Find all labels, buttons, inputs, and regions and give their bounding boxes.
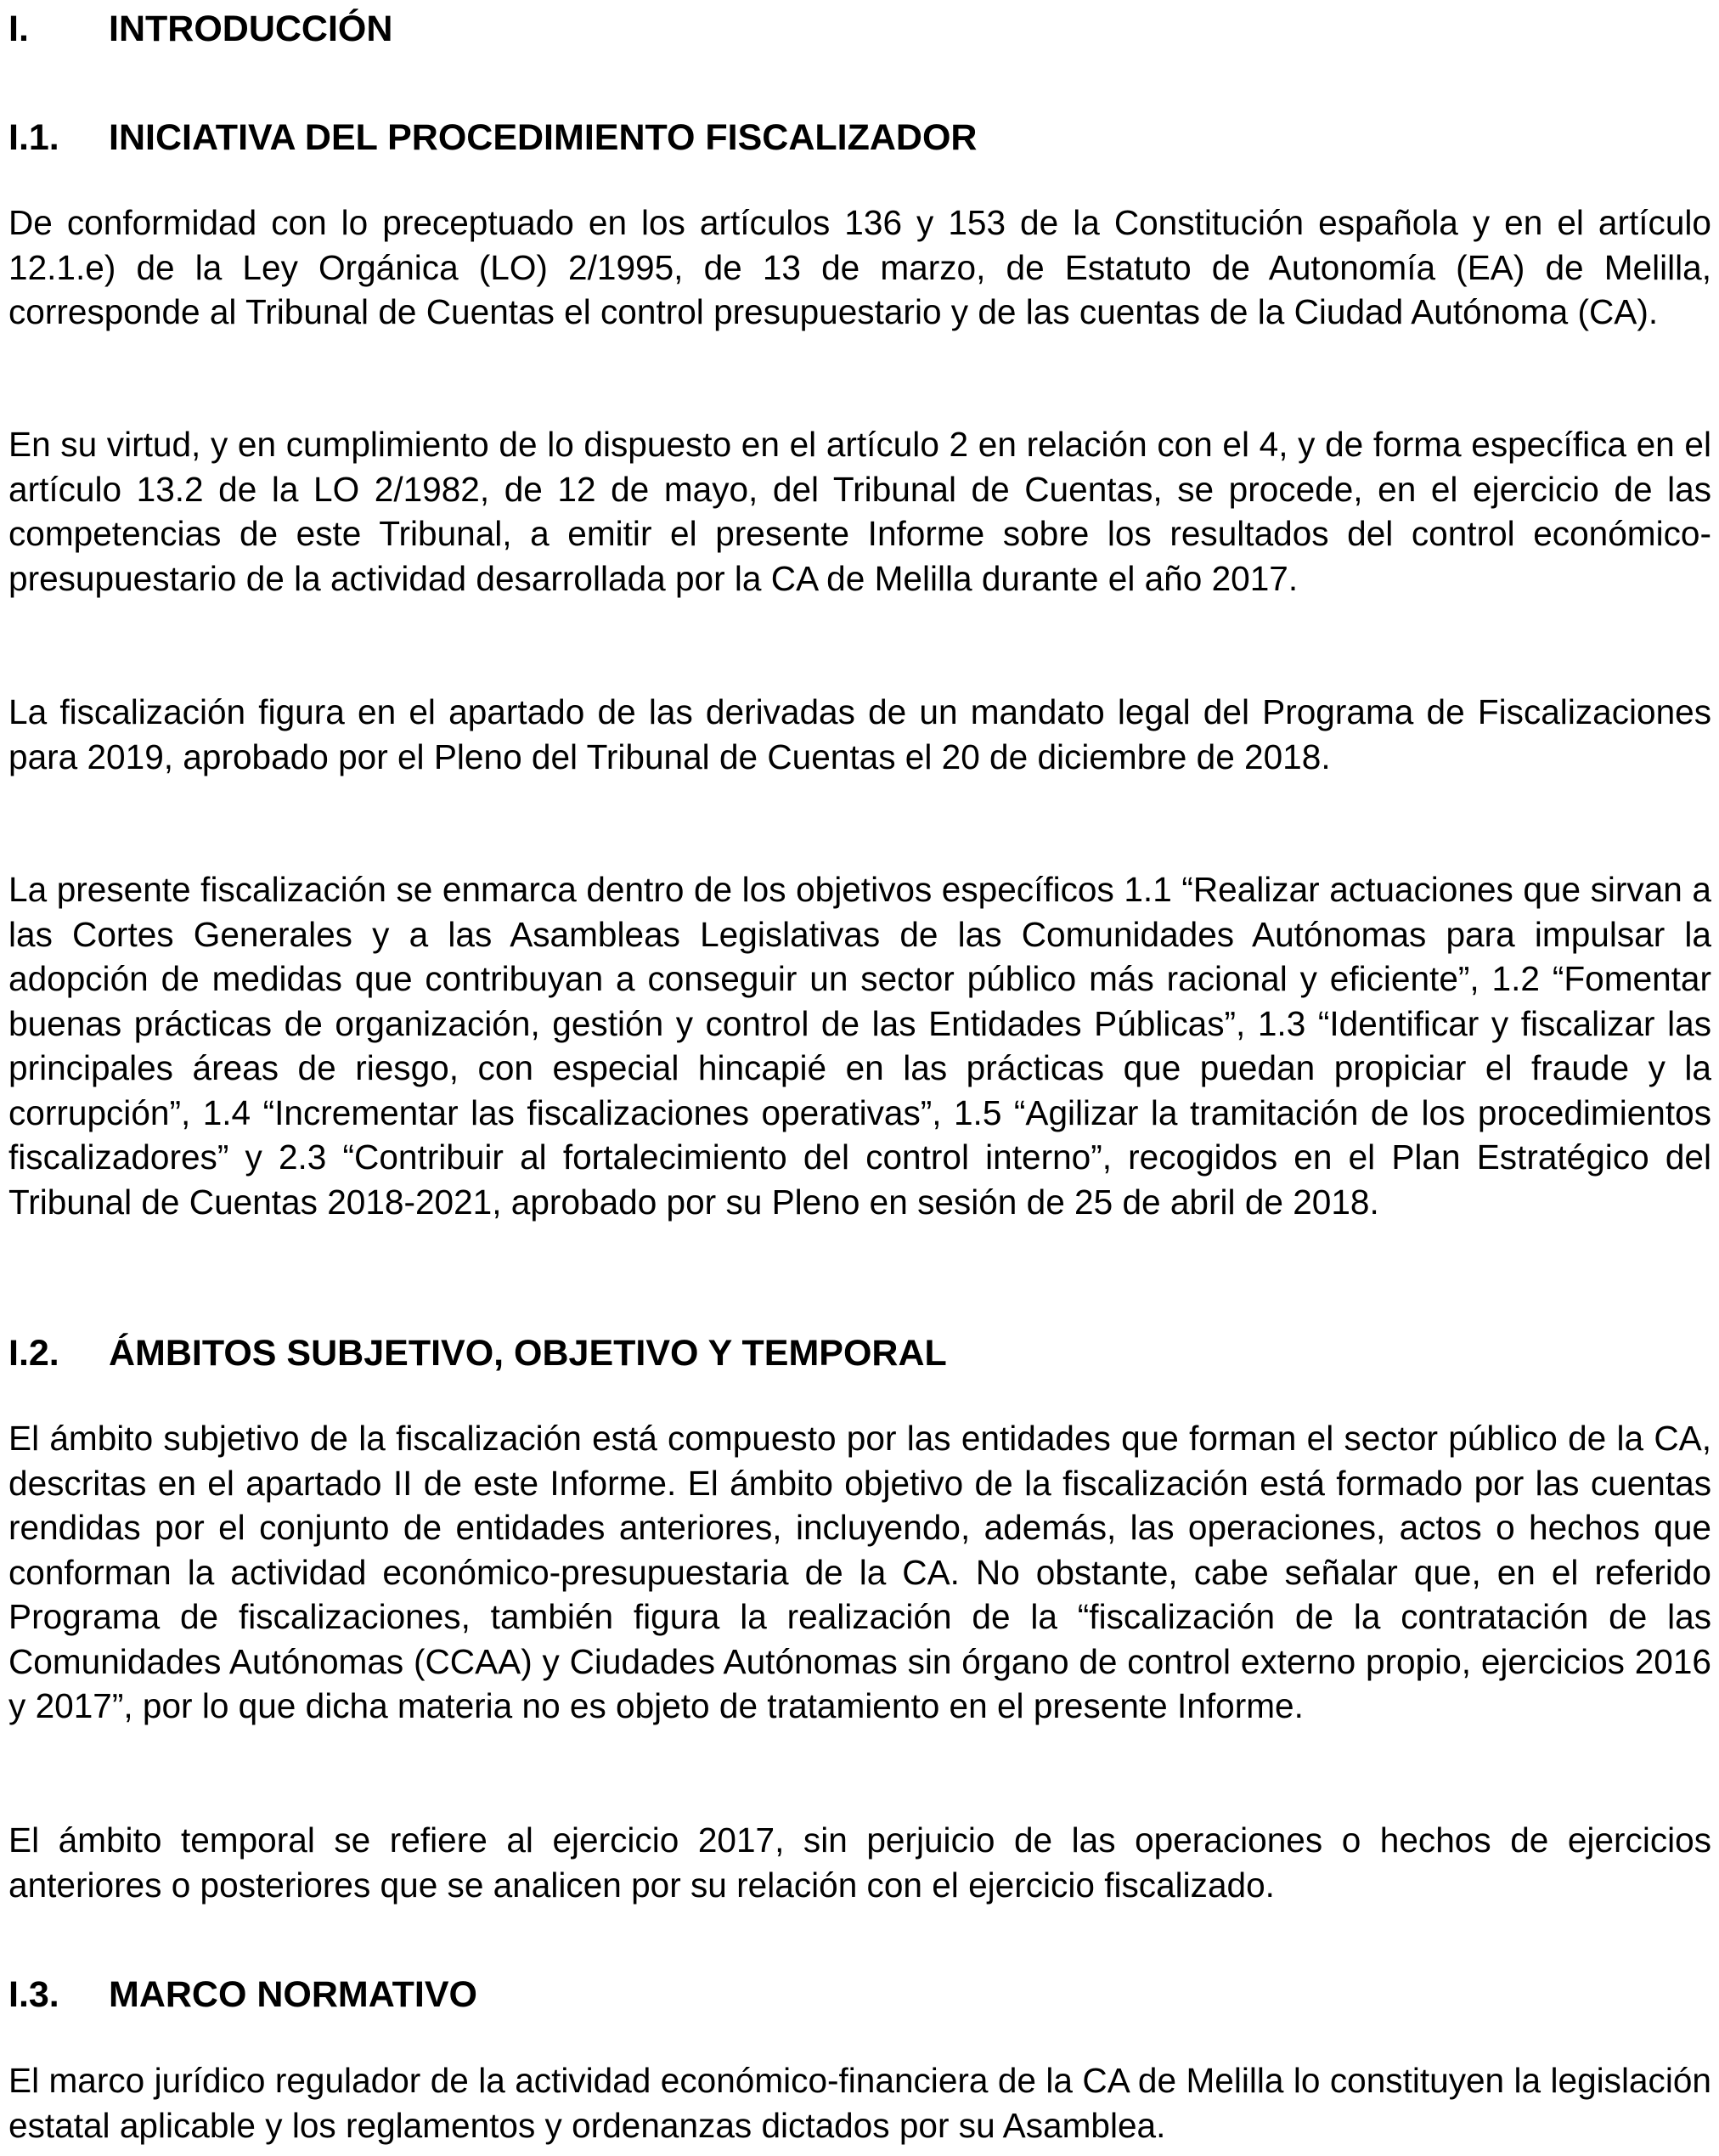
paragraph: La presente fiscalización se enmarca dentro de los objetivos específicos 1.1 “Realizar actuaciones que sirvan a las Cortes Generales y a las Asambleas Legislativas de las Comunidades Autónomas para impulsar la adopción de medidas que contribuyan a conseguir un sector público más racional y eficiente”, 1.2 “Fomentar buenas prácticas de organización, gestión y control de las Entidades Públicas”, 1.3 “Identificar y fiscalizar las principales áreas de riesgo, con especial hincapié en las prácticas que puedan propiciar el fraude y la corrupción”, 1.4 “Incrementar las fiscalizaciones operativas”, 1.5 “Agilizar la tramitación de los procedimientos fiscalizadores” y 2.3 “Contribuir al fortalecimiento del control interno”, recogidos en el Plan Estratégico del Tribunal de Cuentas 2018-2021, aprobado por su Pleno en sesión de 25 de abril de 2018. — [8, 870, 1711, 1222]
paragraph: De conformidad con lo preceptuado en los artículos 136 y 153 de la Constitución española y en el artículo 12.1.e) de la Ley Orgánica (LO) 2/1995, de 13 de marzo, de Estatuto de Autonomía (EA) de Melilla, corresponde al Tribunal de Cuentas el control presupuestario y de las cuentas de la Ciudad Autónoma (CA). — [8, 203, 1711, 331]
section-heading-iniciativa — [8, 116, 977, 160]
paragraph: El ámbito subjetivo de la fiscalización está compuesto por las entidades que forman el sector público de la CA, descritas en el apartado II de este Informe. El ámbito objetivo de la fiscalización está formado por las cuentas rendidas por el conjunto de entidades anteriores, incluyendo, además, las operaciones, actos o hechos que conforman la actividad económico-presupuestaria de la CA. No obstante, cabe señalar que, en el referido Programa de fiscalizaciones, también figura la realización de la “fiscalización de la contratación de las Comunidades Autónomas (CCAA) y Ciudades Autónomas sin órgano de control externo propio, ejercicios 2016 y 2017”, por lo que dicha materia no es objeto de tratamiento en el presente Informe. — [8, 1419, 1711, 1725]
section-title: INTRODUCCIÓN — [109, 8, 393, 49]
section-heading-introduccion — [8, 7, 392, 51]
section-number: I. — [8, 8, 29, 49]
paragraph: La fiscalización figura en el apartado de las derivadas de un mandato legal del Programa de Fiscalizaciones para 2019, aprobado por el Pleno del Tribunal de Cuentas el 20 de diciembre de 2018. — [8, 692, 1711, 776]
section-number: I.2. — [8, 1333, 59, 1374]
section-heading-marco-normativo — [8, 1973, 477, 2017]
section-number: I.1. — [8, 117, 59, 158]
paragraph: En su virtud, y en cumplimiento de lo dispuesto en el artículo 2 en relación con el 4, y de forma específica en el artículo 13.2 de la LO 2/1982, de 12 de mayo, del Tribunal de Cuentas, se procede, en el ejercicio de las competencias de este Tribunal, a emitir el presente Informe sobre los resultados del control económico-presupuestario de la actividad desarrollada por la CA de Melilla durante el año 2017. — [8, 425, 1711, 598]
section-heading-ambitos — [8, 1331, 947, 1375]
paragraph: El ámbito temporal se refiere al ejercicio 2017, sin perjuicio de las operaciones o hechos de ejercicios anteriores o posteriores que se analicen por su relación con el ejercicio fiscalizado. — [8, 1820, 1711, 1905]
section-number: I.3. — [8, 1974, 59, 2015]
section-title: MARCO NORMATIVO — [109, 1974, 477, 2015]
section-title: INICIATIVA DEL PROCEDIMIENTO FISCALIZADOR — [109, 117, 978, 158]
section-title: ÁMBITOS SUBJETIVO, OBJETIVO Y TEMPORAL — [109, 1333, 947, 1374]
paragraph: El marco jurídico regulador de la actividad económico-financiera de la CA de Melilla lo constituyen la legislación estatal aplicable y los reglamentos y ordenanzas dictados por su Asamblea. — [8, 2061, 1711, 2145]
